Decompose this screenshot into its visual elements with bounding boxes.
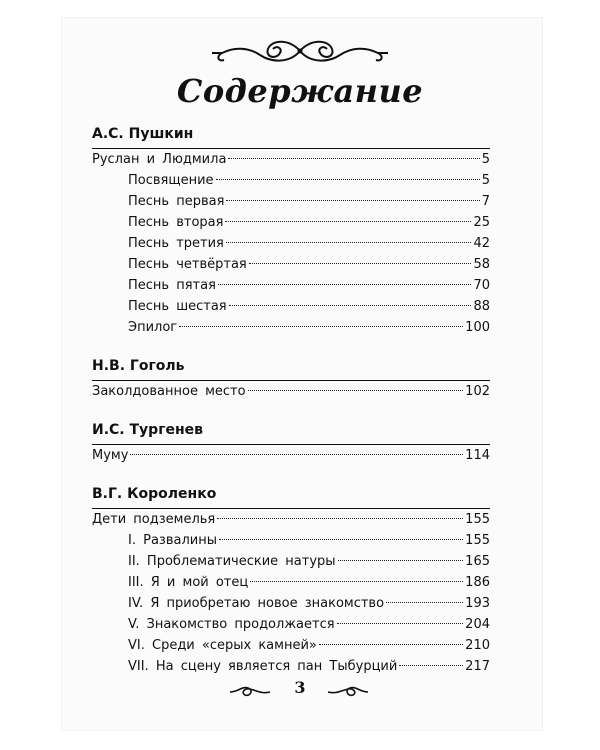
toc-entry[interactable] xyxy=(92,149,490,170)
dot-leader xyxy=(130,454,463,455)
entry-page-number: 204 xyxy=(465,617,490,632)
dot-leader xyxy=(319,644,463,645)
entry-page-number: 88 xyxy=(473,299,490,314)
table-of-contents xyxy=(92,120,490,677)
page-number: 3 xyxy=(294,678,306,697)
author-heading: И.С. Тургенев xyxy=(92,422,204,438)
toc-entry[interactable] xyxy=(92,233,490,254)
entry-page-number: 114 xyxy=(465,448,490,463)
entry-title: VII. На сцену является пан Тыбурций xyxy=(128,659,398,674)
dot-leader xyxy=(399,665,463,666)
toc-entry[interactable] xyxy=(92,530,490,551)
entry-title: Песнь четвёртая xyxy=(128,257,247,272)
page-footer xyxy=(0,676,600,706)
toc-entry[interactable] xyxy=(92,317,490,338)
entry-page-number: 186 xyxy=(465,575,490,590)
toc-entry[interactable] xyxy=(92,170,490,191)
footer-left-flourish-icon xyxy=(228,682,272,700)
toc-entry[interactable] xyxy=(92,509,490,530)
toc-entry[interactable] xyxy=(92,551,490,572)
entry-title: Песнь вторая xyxy=(128,215,224,230)
entry-page-number: 155 xyxy=(465,533,490,548)
entry-title: Песнь пятая xyxy=(128,278,216,293)
entry-title: Руслан и Людмила xyxy=(92,152,227,167)
toc-entry[interactable] xyxy=(92,614,490,635)
entry-title: VI. Среди «серых камней» xyxy=(128,638,317,653)
entry-title: Песнь первая xyxy=(128,194,225,209)
entry-page-number: 100 xyxy=(465,320,490,335)
entry-page-number: 217 xyxy=(465,659,490,674)
dot-leader xyxy=(226,242,472,243)
dot-leader xyxy=(219,539,463,540)
toc-entry[interactable] xyxy=(92,212,490,233)
section-spacer xyxy=(92,338,490,352)
toc-entry[interactable] xyxy=(92,381,490,402)
entry-title: Муму xyxy=(92,448,129,463)
dot-leader xyxy=(337,623,464,624)
dot-leader xyxy=(217,518,463,519)
entry-title: II. Проблематические натуры xyxy=(128,554,336,569)
author-heading: В.Г. Короленко xyxy=(92,486,217,502)
entry-title: I. Развалины xyxy=(128,533,217,548)
entry-page-number: 210 xyxy=(465,638,490,653)
toc-entry[interactable] xyxy=(92,656,490,677)
entry-page-number: 25 xyxy=(473,215,490,230)
entry-page-number: 193 xyxy=(465,596,490,611)
author-heading: А.С. Пушкин xyxy=(92,126,194,142)
toc-entry[interactable] xyxy=(92,635,490,656)
section-spacer xyxy=(92,466,490,480)
dot-leader xyxy=(250,581,463,582)
entry-title: Дети подземелья xyxy=(92,512,216,527)
toc-entry[interactable] xyxy=(92,191,490,212)
toc-section xyxy=(92,480,490,677)
entry-page-number: 5 xyxy=(481,173,490,188)
author-heading: Н.В. Гоголь xyxy=(92,358,185,374)
entry-title: Песнь шестая xyxy=(128,299,227,314)
dot-leader xyxy=(216,179,480,180)
entry-title: Посвящение xyxy=(128,173,214,188)
entry-page-number: 5 xyxy=(481,152,490,167)
dot-leader xyxy=(249,263,472,264)
toc-section xyxy=(92,416,490,466)
entry-page-number: 102 xyxy=(465,384,490,399)
entry-title: Заколдованное место xyxy=(92,384,246,399)
toc-entry[interactable] xyxy=(92,275,490,296)
toc-entry[interactable] xyxy=(92,572,490,593)
dot-leader xyxy=(218,284,472,285)
dot-leader xyxy=(226,200,479,201)
dot-leader xyxy=(338,560,464,561)
toc-entry[interactable] xyxy=(92,254,490,275)
entry-page-number: 58 xyxy=(473,257,490,272)
toc-section xyxy=(92,120,490,338)
entry-page-number: 165 xyxy=(465,554,490,569)
footer-right-flourish-icon xyxy=(326,682,370,700)
toc-entry[interactable] xyxy=(92,445,490,466)
entry-page-number: 70 xyxy=(473,278,490,293)
dot-leader xyxy=(386,602,463,603)
entry-title: Песнь третия xyxy=(128,236,224,251)
entry-page-number: 7 xyxy=(481,194,490,209)
flourish-ornament-icon xyxy=(210,36,390,66)
toc-entry[interactable] xyxy=(92,593,490,614)
entry-page-number: 42 xyxy=(473,236,490,251)
dot-leader xyxy=(248,390,464,391)
entry-title: IV. Я приобретаю новое знакомство xyxy=(128,596,385,611)
toc-section xyxy=(92,352,490,402)
entry-title: III. Я и мой отец xyxy=(128,575,249,590)
dot-leader xyxy=(229,305,472,306)
entry-page-number: 155 xyxy=(465,512,490,527)
dot-leader xyxy=(225,221,471,222)
entry-title: Эпилог xyxy=(128,320,178,335)
dot-leader xyxy=(228,158,479,159)
page-title: Содержание xyxy=(176,72,424,110)
dot-leader xyxy=(179,326,463,327)
entry-title: V. Знакомство продолжается xyxy=(128,617,335,632)
toc-entry[interactable] xyxy=(92,296,490,317)
section-spacer xyxy=(92,402,490,416)
